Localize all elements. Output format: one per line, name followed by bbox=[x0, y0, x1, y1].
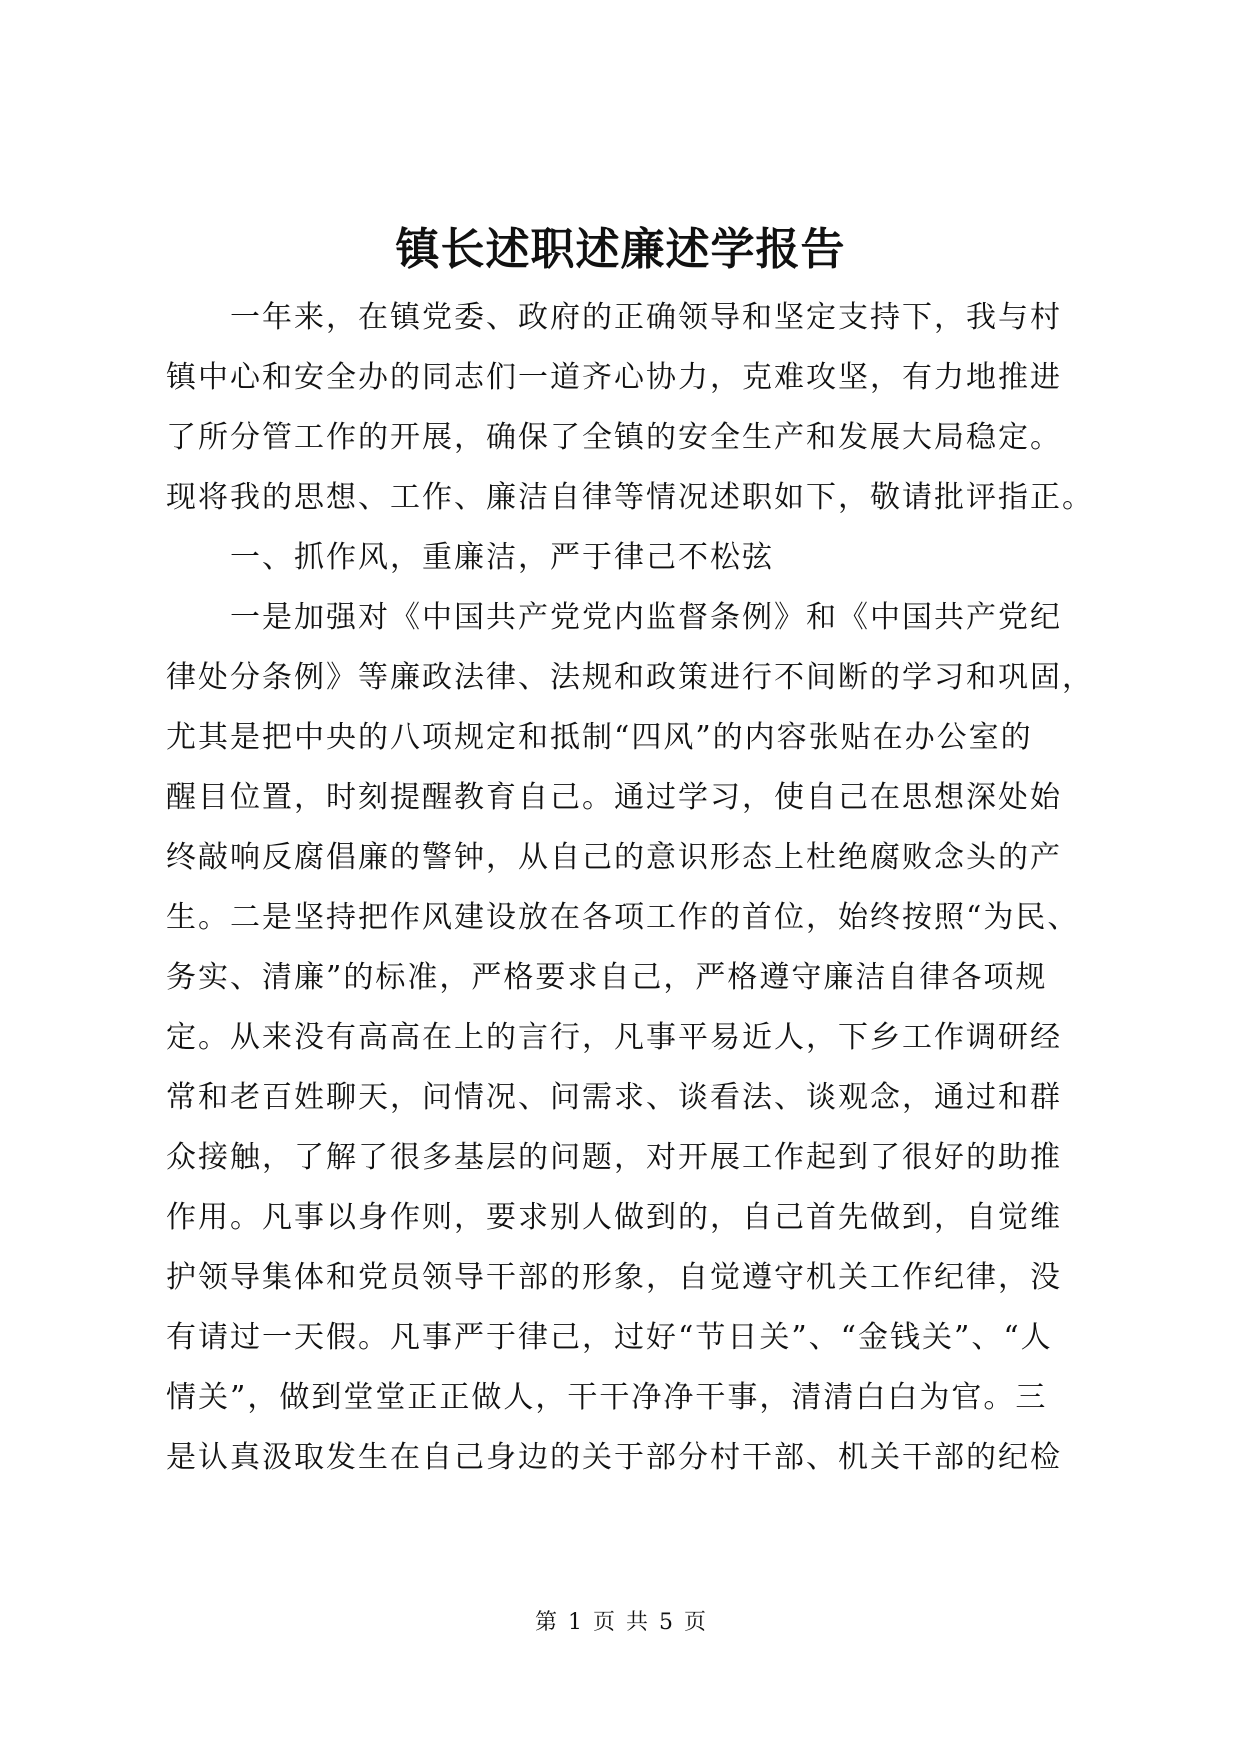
body-line: 务实、清廉”的标准，严格要求自己，严格遵守廉洁自律各项规 bbox=[166, 960, 1048, 995]
body-line: 情关”，做到堂堂正正做人，干干净净干事，清清白白为官。三 bbox=[166, 1380, 1048, 1415]
body-line: 常和老百姓聊天，问情况、问需求、谈看法、谈观念，通过和群 bbox=[166, 1080, 1062, 1115]
page-number-footer: 第 1 页 共 5 页 bbox=[535, 1610, 706, 1635]
section-heading: 一、抓作风，重廉洁，严于律己不松弦 bbox=[166, 540, 774, 575]
body-line: 终敲响反腐倡廉的警钟，从自己的意识形态上杜绝腐败念头的产 bbox=[166, 840, 1062, 875]
body-line: 醒目位置，时刻提醒教育自己。通过学习，使自己在思想深处始 bbox=[166, 780, 1062, 815]
body-line: 一是加强对《中国共产党党内监督条例》和《中国共产党纪 bbox=[166, 600, 1062, 635]
body-line: 尤其是把中央的八项规定和抵制“四风”的内容张贴在办公室的 bbox=[166, 720, 1033, 755]
body-line: 生。二是坚持把作风建设放在各项工作的首位，始终按照“为民、 bbox=[166, 900, 1080, 935]
body-line: 一年来，在镇党委、政府的正确领导和坚定支持下，我与村 bbox=[166, 300, 1062, 335]
body-line: 了所分管工作的开展，确保了全镇的安全生产和发展大局稳定。 bbox=[166, 420, 1062, 455]
body-line: 众接触，了解了很多基层的问题，对开展工作起到了很好的助推 bbox=[166, 1140, 1062, 1175]
body-line: 是认真汲取发生在自己身边的关于部分村干部、机关干部的纪检 bbox=[166, 1440, 1062, 1475]
body-line: 现将我的思想、工作、廉洁自律等情况述职如下，敬请批评指正。 bbox=[166, 480, 1094, 515]
body-line: 律处分条例》等廉政法律、法规和政策进行不间断的学习和巩固， bbox=[166, 660, 1094, 695]
document-title: 镇长述职述廉述学报告 bbox=[395, 224, 846, 275]
body-line: 定。从来没有高高在上的言行，凡事平易近人，下乡工作调研经 bbox=[166, 1020, 1062, 1055]
body-line: 作用。凡事以身作则，要求别人做到的，自己首先做到，自觉维 bbox=[166, 1200, 1062, 1235]
body-line: 镇中心和安全办的同志们一道齐心协力，克难攻坚，有力地推进 bbox=[166, 360, 1062, 395]
body-line: 有请过一天假。凡事严于律己，过好“节日关”、“金钱关”、“人 bbox=[166, 1320, 1053, 1355]
body-line: 护领导集体和党员领导干部的形象，自觉遵守机关工作纪律，没 bbox=[166, 1260, 1062, 1295]
